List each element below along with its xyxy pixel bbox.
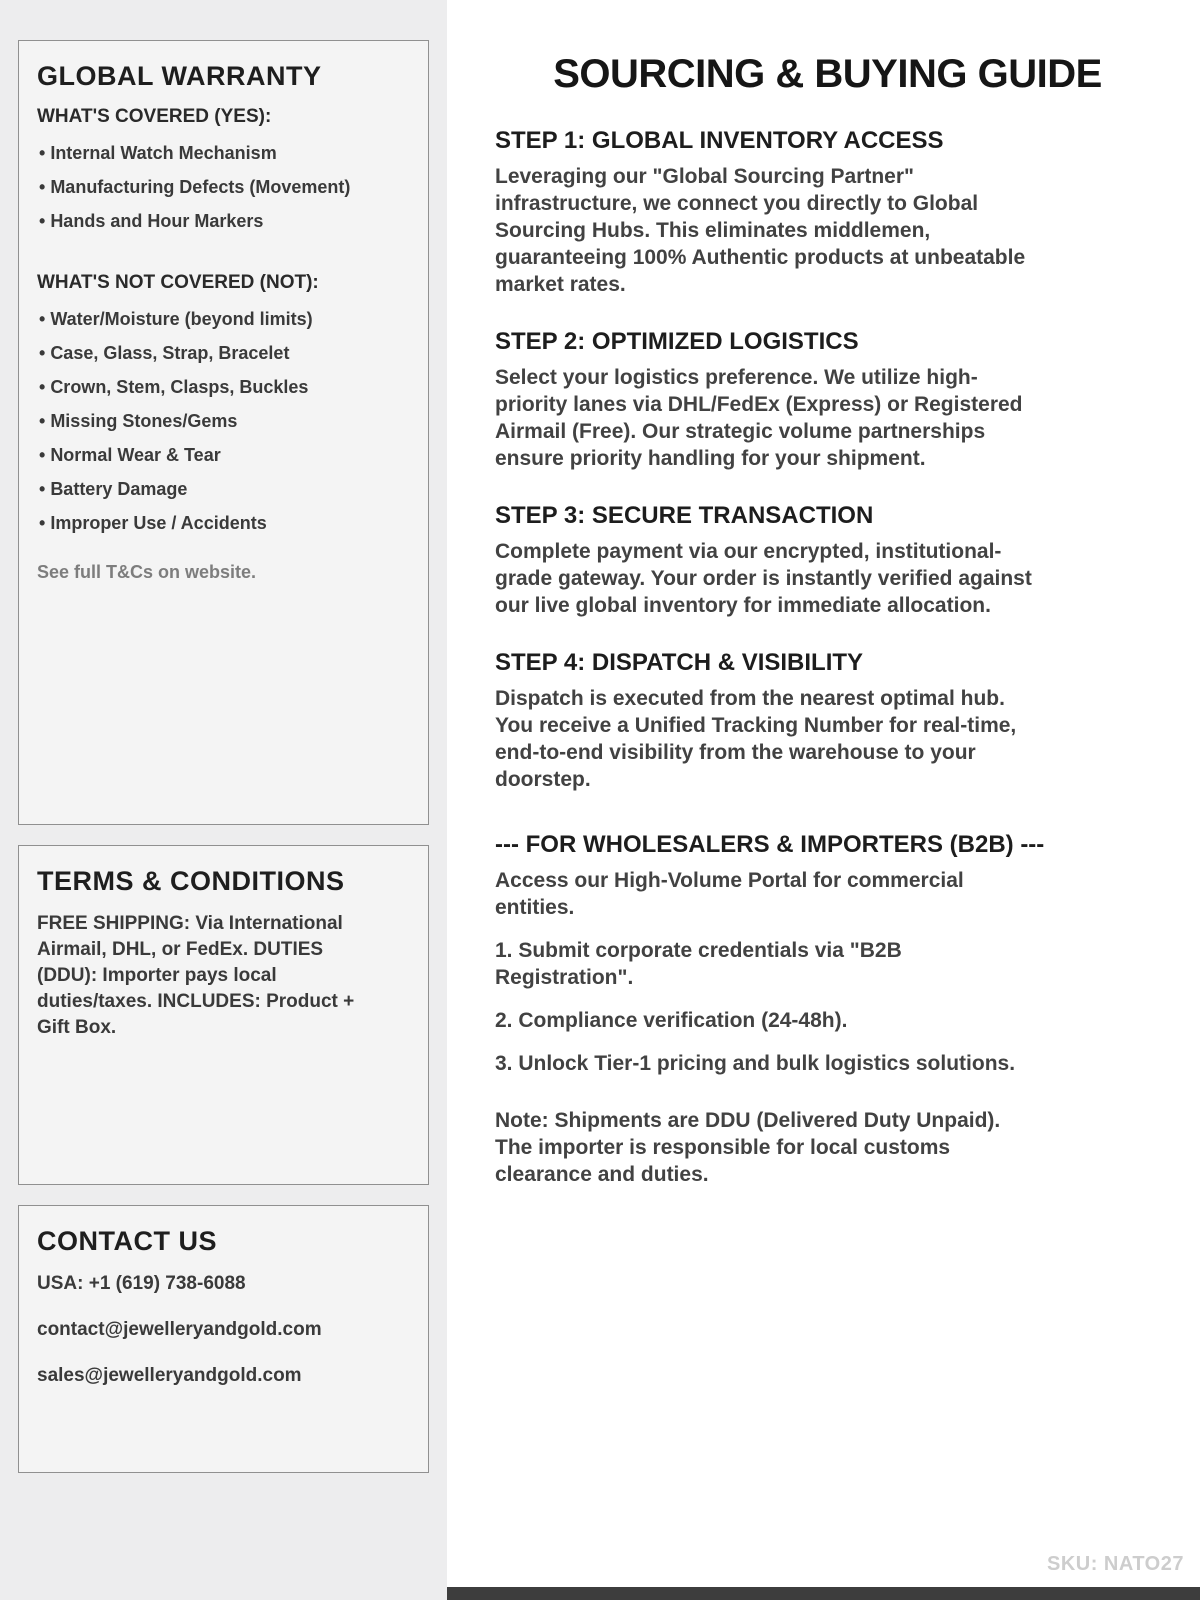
contact-email-sales: sales@jewelleryandgold.com [37, 1365, 302, 1386]
not-covered-heading: WHAT'S NOT COVERED (NOT): [37, 272, 319, 293]
step-1-heading: STEP 1: GLOBAL INVENTORY ACCESS [495, 127, 944, 154]
terms-box [18, 845, 429, 1185]
covered-list [37, 136, 410, 238]
step-3-heading: STEP 3: SECURE TRANSACTION [495, 502, 874, 529]
step-1-section [495, 127, 1160, 298]
b2b-heading: --- FOR WHOLESALERS & IMPORTERS (B2B) --- [495, 831, 1045, 858]
list-item: • Water/Moisture (beyond limits) [37, 302, 410, 336]
list-item: • Internal Watch Mechanism [37, 136, 410, 170]
step-3-section [495, 502, 1160, 619]
step-1-body: Leveraging our "Global Sourcing Partner" infrastructure, we connect you directly to Global Sourcing Hubs. This eliminates middlemen, guaranteeing 100% Authentic products at unbeatable market rates. [495, 165, 1026, 296]
b2b-intro: Access our High-Volume Portal for commercial entities. [495, 869, 964, 919]
list-item: • Hands and Hour Markers [37, 204, 410, 238]
list-item: • Normal Wear & Tear [37, 438, 410, 472]
main-content [447, 0, 1200, 1600]
list-item: • Missing Stones/Gems [37, 404, 410, 438]
step-3-body: Complete payment via our encrypted, institutional-grade gateway. Your order is instantly verified against our live global inventory for immediate allocation. [495, 540, 1032, 617]
step-4-heading: STEP 4: DISPATCH & VISIBILITY [495, 649, 864, 676]
step-2-body: Select your logistics preference. We utilize high-priority lanes via DHL/FedEx (Express) or Registered Airmail (Free). Our strategic volume partnerships ensure priority handling for your shipment. [495, 366, 1023, 470]
b2b-item: 3. Unlock Tier-1 pricing and bulk logistics solutions. [495, 1052, 1016, 1075]
b2b-item: 1. Submit corporate credentials via "B2B Registration". [495, 939, 902, 989]
step-2-section [495, 328, 1160, 472]
contact-phone: USA: +1 (619) 738-6088 [37, 1273, 246, 1294]
contact-title: CONTACT US [37, 1226, 217, 1256]
step-4-section [495, 649, 1160, 793]
page-title: SOURCING & BUYING GUIDE [553, 52, 1102, 96]
list-item: • Improper Use / Accidents [37, 506, 410, 540]
b2b-item: 2. Compliance verification (24-48h). [495, 1009, 848, 1032]
list-item: • Case, Glass, Strap, Bracelet [37, 336, 410, 370]
not-covered-list [37, 302, 410, 540]
b2b-section [495, 831, 1160, 1188]
sku-label: SKU: NATO27 [1046, 1553, 1184, 1575]
terms-title: TERMS & CONDITIONS [37, 866, 345, 896]
footer-bar [447, 1587, 1200, 1600]
warranty-box [18, 40, 429, 825]
step-2-heading: STEP 2: OPTIMIZED LOGISTICS [495, 328, 859, 355]
list-item: • Crown, Stem, Clasps, Buckles [37, 370, 410, 404]
contact-box [18, 1205, 429, 1473]
list-item: • Manufacturing Defects (Movement) [37, 170, 410, 204]
warranty-footnote: See full T&Cs on website. [37, 562, 257, 582]
b2b-note: Note: Shipments are DDU (Delivered Duty Unpaid). The importer is responsible for local customs clearance and duties. [495, 1109, 1001, 1186]
covered-heading: WHAT'S COVERED (YES): [37, 106, 272, 127]
list-item: • Battery Damage [37, 472, 410, 506]
step-4-body: Dispatch is executed from the nearest optimal hub. You receive a Unified Tracking Number for real-time, end-to-end visibility from the warehouse to your doorstep. [495, 687, 1017, 791]
sidebar [0, 0, 447, 1600]
terms-body: FREE SHIPPING: Via International Airmail, DHL, or FedEx. DUTIES (DDU): Importer pays local duties/taxes. INCLUDES: Product + Gift Box. [37, 913, 355, 1038]
warranty-title: GLOBAL WARRANTY [37, 61, 322, 91]
contact-email-primary: contact@jewelleryandgold.com [37, 1319, 322, 1340]
